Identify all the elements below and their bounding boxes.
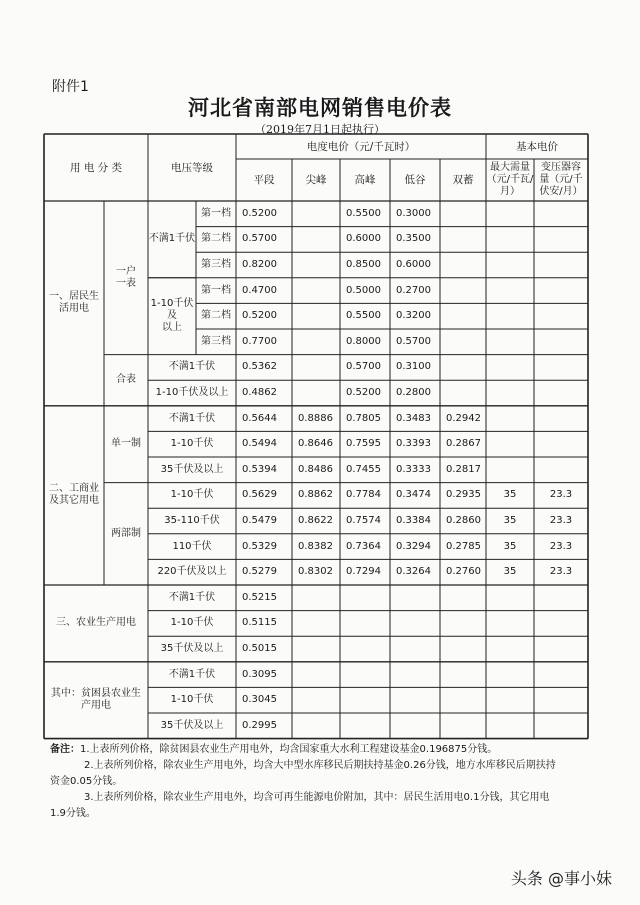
voltage-level: 第一档 xyxy=(201,207,231,219)
header-basic-price: 基本电价 xyxy=(516,140,558,153)
price-value: 0.5215 xyxy=(242,591,277,603)
group-agricultural: 三、农业生产用电 xyxy=(56,617,136,629)
header-period: 高峰 xyxy=(354,174,376,186)
attachment-label: 附件1 xyxy=(52,79,89,95)
price-value xyxy=(440,585,486,611)
voltage-level: 35千伏及以上 xyxy=(160,463,224,475)
price-value xyxy=(390,687,440,713)
price-value: 23.3 xyxy=(549,540,573,552)
price-value xyxy=(292,227,340,253)
price-value: 0.3100 xyxy=(396,361,431,373)
document-subtitle: （2019年7月1日起执行） xyxy=(255,123,385,136)
price-value: 0.5000 xyxy=(346,284,381,296)
notes-label: 备注： xyxy=(50,744,80,755)
price-value: 0.3333 xyxy=(396,463,431,475)
price-value: 0.7784 xyxy=(346,489,381,501)
price-value xyxy=(534,457,588,483)
price-value xyxy=(486,431,534,457)
price-value: 0.3294 xyxy=(396,540,431,552)
voltage-level: 35-110千伏 xyxy=(164,514,220,526)
price-value: 0.8862 xyxy=(298,489,333,501)
price-value: 0.2800 xyxy=(396,386,431,398)
group-residential: 一、居民生 活用电 xyxy=(49,291,99,315)
price-value xyxy=(486,713,534,739)
price-value: 0.3393 xyxy=(396,438,431,450)
price-value: 0.5700 xyxy=(346,361,381,373)
voltage-level: 1-10千伏 xyxy=(170,694,214,706)
price-value: 0.8382 xyxy=(298,540,333,552)
group-shared-meter: 合表 xyxy=(116,374,136,386)
header-category: 用 电 分 类 xyxy=(69,161,122,174)
price-value xyxy=(534,201,588,227)
price-value xyxy=(440,687,486,713)
price-value xyxy=(440,662,486,688)
price-value xyxy=(440,713,486,739)
price-value xyxy=(486,303,534,329)
price-value: 0.7294 xyxy=(346,566,381,578)
price-value xyxy=(292,355,340,381)
price-value: 0.5200 xyxy=(346,386,381,398)
price-value: 23.3 xyxy=(549,514,573,526)
price-value xyxy=(440,303,486,329)
price-value xyxy=(390,662,440,688)
price-value xyxy=(486,611,534,637)
price-value xyxy=(486,227,534,253)
group-single-part: 单一制 xyxy=(111,438,141,450)
price-value xyxy=(390,611,440,637)
price-value xyxy=(486,252,534,278)
price-value: 0.5362 xyxy=(242,361,277,373)
price-value: 0.5394 xyxy=(242,463,277,475)
watermark xyxy=(511,866,612,889)
document-title: 河北省南部电网销售电价表 xyxy=(188,95,452,120)
price-value: 35 xyxy=(503,489,517,501)
price-value: 0.6000 xyxy=(346,233,381,245)
group-poor-county: 其中：贫困县农业生 产用电 xyxy=(51,688,141,712)
price-value: 0.5644 xyxy=(242,412,277,424)
price-value: 0.3474 xyxy=(396,489,431,501)
price-value: 23.3 xyxy=(549,566,573,578)
price-value xyxy=(340,662,390,688)
price-value xyxy=(486,636,534,662)
price-value xyxy=(292,380,340,406)
price-value xyxy=(534,431,588,457)
price-value xyxy=(534,636,588,662)
price-value: 0.2700 xyxy=(396,284,431,296)
price-value: 0.5700 xyxy=(242,233,277,245)
price-value: 0.2867 xyxy=(446,438,481,450)
header-voltage: 电压等级 xyxy=(171,161,213,174)
voltage-level: 不满1千伏 xyxy=(168,668,216,680)
header-transformer: 变压器容 量（元/千 伏安/月） xyxy=(539,162,583,197)
price-value xyxy=(486,355,534,381)
price-value: 0.8886 xyxy=(298,412,333,424)
note-3-cont: 1.9分钱。 xyxy=(50,808,96,819)
price-value: 0.2995 xyxy=(242,719,277,731)
note-1-text: 1.上表所列价格，除贫困县农业生产用电外，均含国家重大水利工程建设基金0.196875分钱。 xyxy=(80,744,498,755)
price-value xyxy=(486,329,534,355)
voltage-level: 35千伏及以上 xyxy=(160,642,224,654)
price-value xyxy=(534,713,588,739)
price-value: 0.3384 xyxy=(396,514,431,526)
price-value: 0.5115 xyxy=(242,617,277,629)
group-lt1kv: 不满1千伏 xyxy=(148,233,196,245)
price-value xyxy=(486,201,534,227)
voltage-level: 第二档 xyxy=(201,233,231,245)
price-value: 0.5500 xyxy=(346,310,381,322)
price-value: 0.2935 xyxy=(446,489,481,501)
price-value: 0.3500 xyxy=(396,233,431,245)
price-value xyxy=(292,636,340,662)
price-value: 0.5015 xyxy=(242,642,277,654)
price-value xyxy=(440,329,486,355)
price-value: 35 xyxy=(503,514,517,526)
price-value: 0.5494 xyxy=(242,438,277,450)
price-value xyxy=(292,713,340,739)
header-period: 低谷 xyxy=(404,174,426,186)
price-value xyxy=(486,457,534,483)
price-value xyxy=(292,611,340,637)
price-value xyxy=(390,636,440,662)
voltage-level: 不满1千伏 xyxy=(168,591,216,603)
price-value xyxy=(292,662,340,688)
price-value xyxy=(534,355,588,381)
price-value xyxy=(440,252,486,278)
group-single-meter: 一户 一表 xyxy=(116,265,136,289)
group-industrial: 二、工商业 及其它用电 xyxy=(49,483,99,507)
price-value: 0.2817 xyxy=(446,463,481,475)
price-value: 0.5329 xyxy=(242,540,277,552)
group-1-10kv: 1-10千伏及 以上 xyxy=(150,298,194,334)
header-period: 平段 xyxy=(253,174,275,186)
header-energy-price: 电度电价（元/千瓦时） xyxy=(306,140,416,153)
price-value: 0.7364 xyxy=(346,540,381,552)
price-value xyxy=(486,406,534,432)
price-value xyxy=(390,585,440,611)
price-value: 35 xyxy=(503,566,517,578)
price-value xyxy=(292,252,340,278)
voltage-level: 不满1千伏 xyxy=(168,412,216,424)
price-value xyxy=(292,278,340,304)
voltage-level: 第一档 xyxy=(201,284,231,296)
price-value: 0.5629 xyxy=(242,489,277,501)
price-value xyxy=(486,380,534,406)
price-value xyxy=(340,687,390,713)
price-value xyxy=(534,662,588,688)
price-value: 0.8302 xyxy=(298,566,333,578)
price-value: 0.6000 xyxy=(396,258,431,270)
price-value: 0.2942 xyxy=(446,412,481,424)
price-value: 0.8500 xyxy=(346,258,381,270)
price-value: 23.3 xyxy=(549,489,573,501)
price-value xyxy=(534,406,588,432)
header-period: 双蓄 xyxy=(452,174,474,186)
price-value xyxy=(534,329,588,355)
note-2-cont: 资金0.05分钱。 xyxy=(50,776,123,787)
voltage-level: 1-10千伏及以上 xyxy=(155,386,229,398)
note-1 xyxy=(50,742,590,758)
price-value xyxy=(440,380,486,406)
price-value xyxy=(292,303,340,329)
price-value: 0.3045 xyxy=(242,694,277,706)
price-value: 0.4862 xyxy=(242,386,277,398)
voltage-level: 第二档 xyxy=(201,310,231,322)
price-value xyxy=(534,585,588,611)
price-value: 0.8200 xyxy=(242,258,277,270)
price-value xyxy=(292,585,340,611)
price-value: 0.8486 xyxy=(298,463,333,475)
price-value: 0.2760 xyxy=(446,566,481,578)
price-value: 35 xyxy=(503,540,517,552)
price-value xyxy=(440,227,486,253)
watermark-text: 头条 @事小妹 xyxy=(510,869,612,888)
price-value xyxy=(486,687,534,713)
price-value: 0.7455 xyxy=(346,463,381,475)
price-value: 0.5700 xyxy=(396,335,431,347)
note-3-text: 3.上表所列价格，除农业生产用电外，均含可再生能源电价附加，其中：居民生活用电0.1分钱，其它用电 xyxy=(84,792,550,803)
price-value xyxy=(292,687,340,713)
price-value xyxy=(534,252,588,278)
price-value xyxy=(534,278,588,304)
price-value: 0.2785 xyxy=(446,540,481,552)
price-value xyxy=(534,227,588,253)
price-value: 0.4700 xyxy=(242,284,277,296)
price-value xyxy=(292,201,340,227)
voltage-level: 220千伏及以上 xyxy=(157,566,227,578)
price-value xyxy=(340,636,390,662)
price-value xyxy=(534,380,588,406)
price-value: 0.5200 xyxy=(242,310,277,322)
voltage-level: 第三档 xyxy=(201,335,231,347)
price-value: 0.8646 xyxy=(298,438,333,450)
price-value: 0.8000 xyxy=(346,335,381,347)
voltage-level: 110千伏 xyxy=(172,540,212,552)
price-value xyxy=(440,636,486,662)
voltage-level: 第三档 xyxy=(201,258,231,270)
price-value: 0.7574 xyxy=(346,514,381,526)
price-value: 0.8622 xyxy=(298,514,333,526)
voltage-level: 1-10千伏 xyxy=(170,617,214,629)
voltage-level: 1-10千伏 xyxy=(170,489,214,501)
price-value: 0.3200 xyxy=(396,310,431,322)
price-value: 0.3264 xyxy=(396,566,431,578)
price-value xyxy=(534,687,588,713)
price-value xyxy=(440,201,486,227)
price-value xyxy=(390,713,440,739)
header-period: 尖峰 xyxy=(305,174,327,186)
price-value: 0.5279 xyxy=(242,566,277,578)
price-value xyxy=(340,611,390,637)
price-value xyxy=(534,303,588,329)
price-value: 0.3095 xyxy=(242,668,277,680)
price-value xyxy=(486,585,534,611)
price-value: 0.5500 xyxy=(346,207,381,219)
voltage-level: 1-10千伏 xyxy=(170,438,214,450)
note-2-text: 2.上表所列价格，除农业生产用电外，均含大中型水库移民后期扶持基金0.26分钱，地方水库移民后期扶持 xyxy=(84,760,556,771)
price-value: 0.3483 xyxy=(396,412,431,424)
price-value xyxy=(340,585,390,611)
price-value xyxy=(486,662,534,688)
price-value: 0.3000 xyxy=(396,207,431,219)
header-max-demand: 最大需量 （元/千瓦/ 月） xyxy=(486,162,534,197)
price-value xyxy=(440,278,486,304)
voltage-level: 不满1千伏 xyxy=(168,361,216,373)
notes xyxy=(50,742,590,822)
price-value: 0.7805 xyxy=(346,412,381,424)
price-value xyxy=(486,278,534,304)
group-two-part: 两部制 xyxy=(111,527,141,539)
price-value xyxy=(534,611,588,637)
price-value xyxy=(440,611,486,637)
price-value xyxy=(340,713,390,739)
price-value: 0.2860 xyxy=(446,514,481,526)
price-value: 0.5479 xyxy=(242,514,277,526)
price-value: 0.5200 xyxy=(242,207,277,219)
price-value xyxy=(440,355,486,381)
price-value: 0.7595 xyxy=(346,438,381,450)
price-value: 0.7700 xyxy=(242,335,277,347)
voltage-level: 35千伏及以上 xyxy=(160,719,224,731)
price-value xyxy=(292,329,340,355)
